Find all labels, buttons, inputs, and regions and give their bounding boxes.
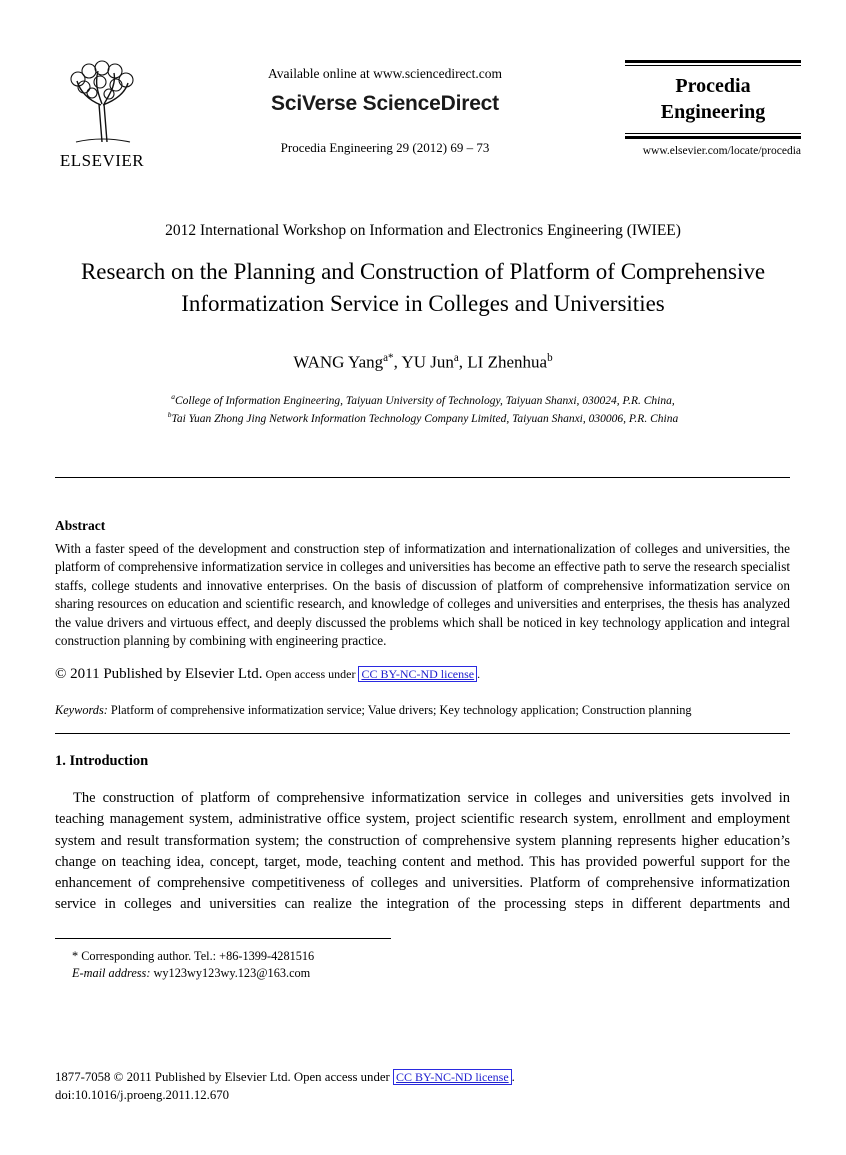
journal-locate-url: www.elsevier.com/locate/procedia: [642, 145, 801, 157]
divider-below-keywords: [55, 733, 790, 734]
available-online-text: Available online at www.sciencedirect.com: [268, 66, 502, 81]
affiliation-b-text: Tai Yuan Zhong Jing Network Information Technology Company Limited, Taiyuan Shanxi, 030006, P.R. China: [171, 413, 679, 426]
author-name: LI Zhenhua: [467, 352, 548, 372]
elsevier-logo-block: [52, 60, 152, 171]
journal-citation: Procedia Engineering 29 (2012) 69 – 73: [280, 140, 490, 155]
abstract-heading: Abstract: [55, 518, 106, 533]
email-address: wy123wy123wy.123@163.com: [150, 965, 311, 980]
introduction-paragraph: The construction of platform of comprehensive informatization service in colleges and universities gets involved in teaching management system, administrative office system, project scientific research system, enrollment and employment system and result transformation system; the construction of comprehensive system planning represents higher education’s change on teaching idea, concept, target, mode, teaching content and method. This has provided powerful support for the enhancement of comprehensive competitiveness of colleges and universities. Platform of comprehensive informatization service in colleges and universities can realize the integration of the processing steps in different departments and: [55, 790, 790, 913]
footer-license-period: .: [511, 1070, 515, 1084]
cc-by-nc-nd-license-link[interactable]: CC BY-NC-ND license: [358, 666, 477, 682]
divider-above-abstract: [55, 477, 790, 478]
footer-cc-by-nc-nd-license-link[interactable]: CC BY-NC-ND license: [393, 1069, 512, 1085]
brand-rule-bottom-thick: [625, 136, 801, 139]
copyright-text: © 2011 Published by Elsevier Ltd.: [55, 666, 263, 682]
journal-brand: [625, 66, 801, 133]
affiliations: [0, 390, 846, 427]
footer-block: [55, 1068, 515, 1104]
email-label: E-mail address:: [72, 965, 151, 980]
author-separator: ,: [458, 352, 468, 372]
open-access-text: Open access under: [262, 667, 359, 681]
author-line: [0, 352, 846, 373]
abstract-body: With a faster speed of the development and construction step of informatization and internationalization of colleges and universities, the platform of comprehensive informatization service in colleges and universities has become an effective path to serve the research specialist staffs, college students and innovative enterprises. On the basis of discussion of platform of comprehensive informatization service on sharing resources on education and scientific research, and knowledge of colleges and universities and enterprises, the thesis has analyzed the value drivers and virtuous effect, and deeply discussed the problems which shall be noticed in key technology application and integral construction planning by combining with engineering practice.: [55, 541, 790, 649]
affiliation-a-text: College of Information Engineering, Taiyuan University of Technology, Taiyuan Shanxi, 030024, P.R. China,: [175, 394, 675, 407]
elsevier-tree-icon: [56, 60, 148, 144]
journal-brand-line2: Engineering: [660, 101, 766, 123]
journal-brand-box: [625, 60, 801, 157]
license-period: .: [477, 667, 481, 681]
email-line: [72, 965, 314, 982]
author-separator: ,: [393, 352, 402, 372]
sciverse-sciencedirect-logo: SciVerse ScienceDirect: [271, 92, 499, 115]
footnote-block: [72, 948, 314, 981]
keywords-text: Platform of comprehensive informatization service; Value drivers; Key technology application; Construction planning: [107, 703, 692, 717]
author-affiliation-mark: b: [547, 352, 553, 364]
author-affiliation-mark: a: [453, 352, 459, 364]
doi-text: doi:10.1016/j.proeng.2011.12.670: [55, 1088, 230, 1102]
affiliation-a-mark: a: [171, 392, 175, 401]
corresponding-author-note: * Corresponding author. Tel.: +86-1399-4281516: [72, 949, 315, 963]
article-title: Research on the Planning and Construction of Platform of Comprehensive Informatization Service in Colleges and Universities: [80, 259, 766, 316]
keywords-line: [55, 703, 815, 718]
footnote-rule: [55, 938, 391, 939]
keywords-label: Keywords:: [55, 703, 108, 717]
author-name: YU Jun: [401, 352, 454, 372]
affiliation-a: [0, 390, 846, 408]
conference-title: 2012 International Workshop on Information and Electronics Engineering (IWIEE): [165, 222, 681, 239]
author-name: WANG Yang: [293, 352, 384, 372]
affiliation-b-mark: b: [167, 410, 172, 420]
introduction-heading: 1. Introduction: [55, 753, 149, 769]
footer-issn-line: [55, 1068, 515, 1086]
author-affiliation-mark: a*: [383, 352, 394, 364]
affiliation-b: [0, 408, 846, 426]
journal-brand-line1: Procedia: [675, 75, 751, 97]
elsevier-wordmark: ELSEVIER: [59, 151, 145, 170]
header-center: [213, 66, 557, 156]
copyright-line: [55, 666, 480, 683]
footer-issn-text: 1877-7058 © 2011 Published by Elsevier Ltd. Open access under: [55, 1070, 393, 1084]
